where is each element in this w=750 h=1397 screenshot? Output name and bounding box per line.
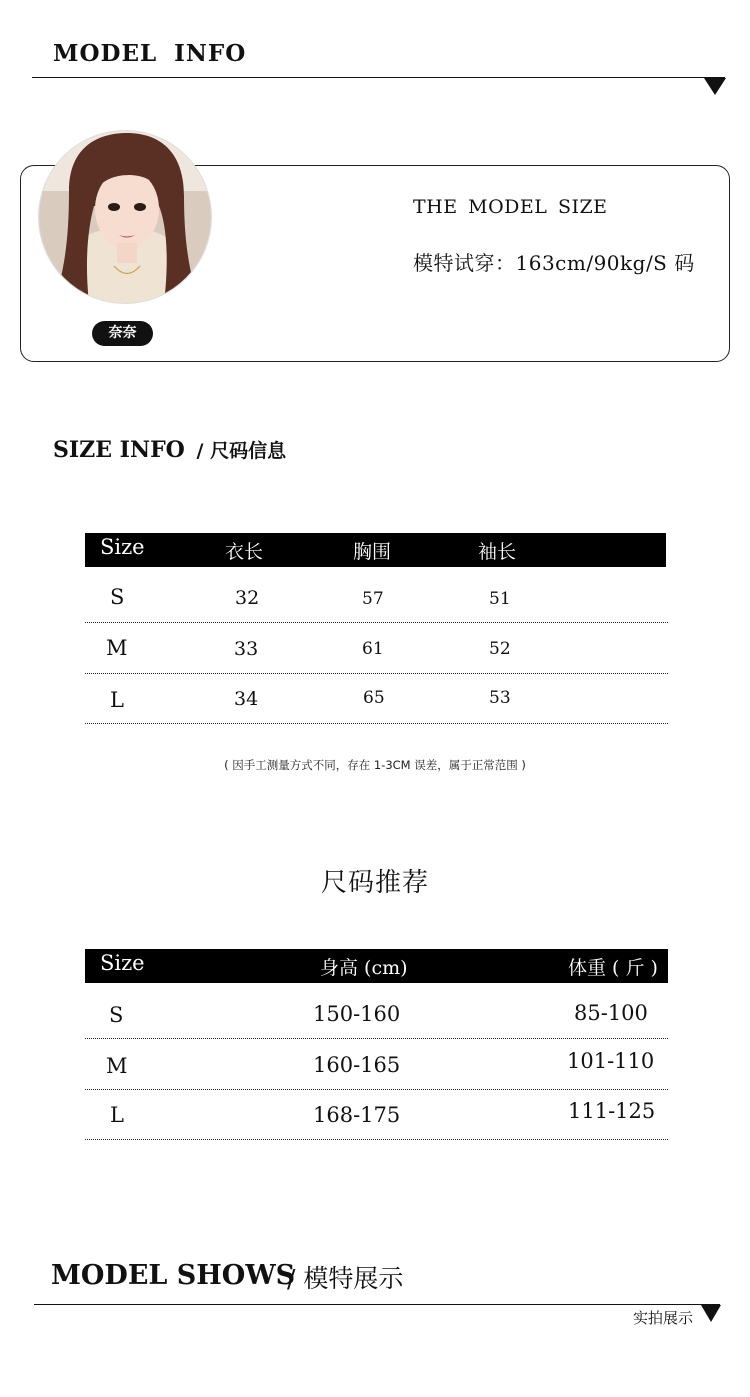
row-length: 32 bbox=[235, 587, 260, 609]
column-header-height: 身高 (cm) bbox=[320, 957, 408, 979]
model-avatar bbox=[38, 130, 212, 304]
column-header-size: Size bbox=[100, 951, 145, 975]
row-chest: 57 bbox=[362, 589, 384, 609]
row-divider bbox=[85, 1089, 668, 1090]
model-wear-text: 模特试穿：163cm/90kg/S 码 bbox=[413, 251, 695, 275]
row-divider bbox=[85, 723, 668, 724]
size-info-heading bbox=[53, 436, 286, 463]
row-size: S bbox=[110, 585, 125, 609]
column-header-chest: 胸围 bbox=[353, 541, 392, 563]
row-weight: 111-125 bbox=[568, 1099, 656, 1123]
recommend-table-header bbox=[85, 949, 668, 983]
column-header-length: 衣长 bbox=[225, 541, 264, 563]
model-info-heading: MODEL INFO bbox=[53, 40, 247, 67]
size-info-heading-en: SIZE INFO bbox=[53, 437, 185, 463]
row-divider bbox=[85, 673, 668, 674]
row-weight: 101-110 bbox=[567, 1049, 655, 1073]
row-size: L bbox=[110, 1103, 124, 1127]
row-sleeve: 51 bbox=[489, 589, 511, 609]
size-table-header bbox=[85, 533, 666, 567]
model-shows-heading-cn: / 模特展示 bbox=[287, 1264, 404, 1293]
row-length: 33 bbox=[234, 638, 259, 660]
row-size: M bbox=[106, 636, 128, 660]
size-recommend-heading: 尺码推荐 bbox=[320, 868, 429, 898]
row-divider bbox=[85, 622, 668, 623]
row-size: S bbox=[109, 1003, 124, 1027]
row-size: M bbox=[106, 1054, 128, 1078]
row-sleeve: 53 bbox=[489, 688, 511, 708]
model-size-label: THE MODEL SIZE bbox=[413, 196, 608, 218]
row-height: 168-175 bbox=[313, 1103, 401, 1127]
real-shot-label: 实拍展示 bbox=[633, 1309, 694, 1327]
triangle-down-icon bbox=[704, 78, 726, 95]
row-chest: 61 bbox=[362, 639, 384, 659]
triangle-down-icon bbox=[701, 1305, 721, 1322]
size-info-heading-cn: / 尺码信息 bbox=[196, 440, 287, 462]
divider-line bbox=[32, 77, 725, 78]
row-chest: 65 bbox=[363, 688, 385, 708]
column-header-size: Size bbox=[100, 535, 145, 559]
column-header-weight: 体重 ( 斤 ) bbox=[568, 957, 658, 979]
model-shows-heading: MODEL SHOWS bbox=[51, 1260, 296, 1291]
row-sleeve: 52 bbox=[489, 639, 511, 659]
model-portrait-image bbox=[39, 131, 211, 303]
model-name-badge: 奈奈 bbox=[92, 321, 153, 346]
row-size: L bbox=[110, 688, 124, 712]
measurement-note: ( 因手工测量方式不同，存在 1-3CM 误差，属于正常范围 ) bbox=[224, 758, 526, 772]
row-height: 160-165 bbox=[313, 1053, 401, 1077]
column-header-sleeve: 袖长 bbox=[478, 541, 517, 563]
row-weight: 85-100 bbox=[574, 1001, 648, 1025]
row-divider bbox=[85, 1038, 668, 1039]
row-height: 150-160 bbox=[313, 1002, 401, 1026]
row-length: 34 bbox=[234, 688, 259, 710]
row-divider bbox=[85, 1139, 668, 1140]
divider-line bbox=[34, 1304, 720, 1305]
